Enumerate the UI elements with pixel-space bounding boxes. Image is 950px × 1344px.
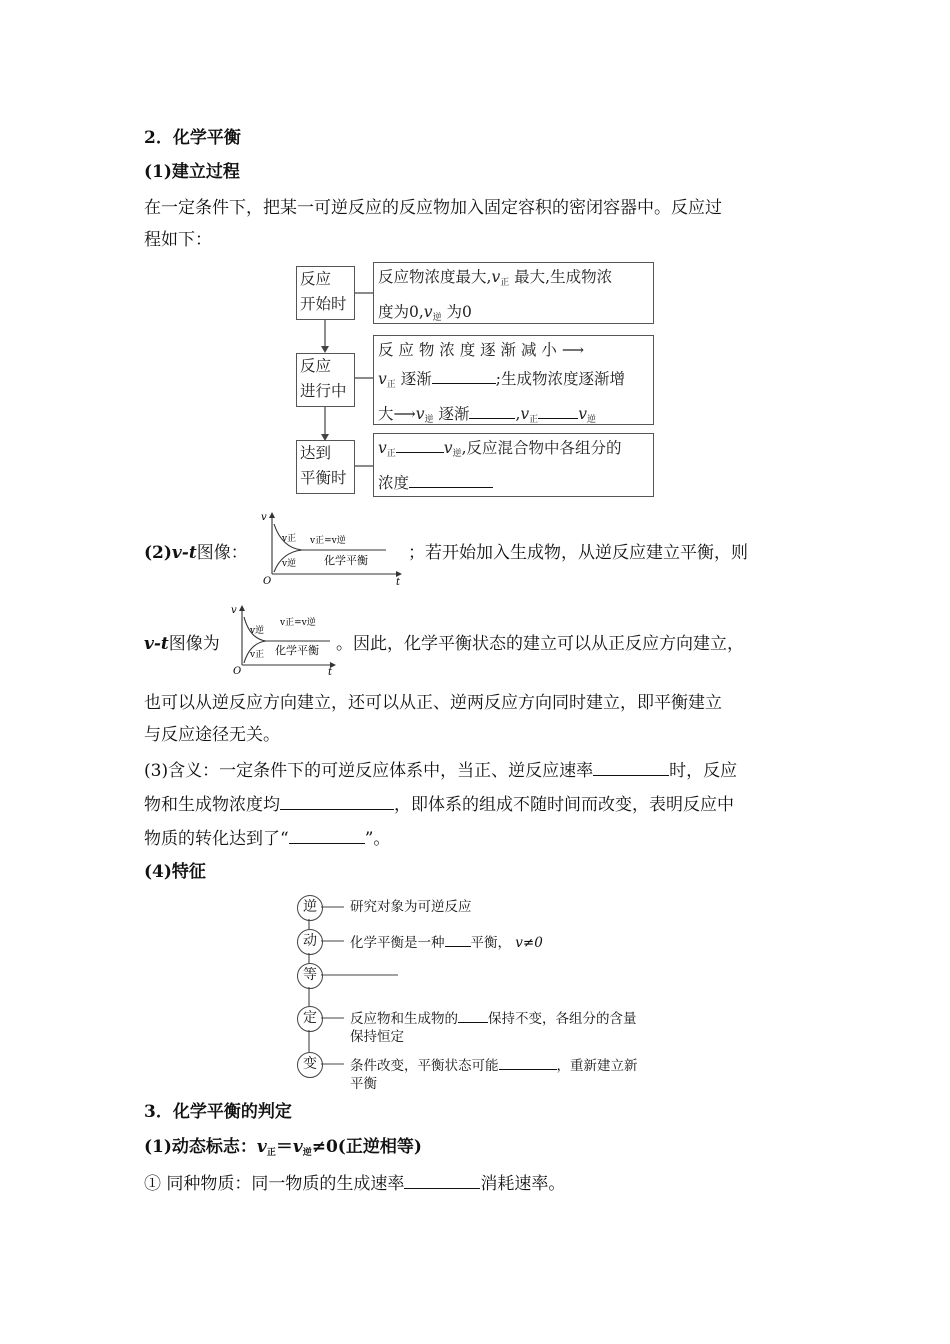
subscript-forward: 正 xyxy=(386,380,396,390)
subscript-reverse: 逆 xyxy=(302,1148,312,1158)
desc-text: , xyxy=(515,405,521,423)
subscript-forward: 正 xyxy=(500,278,510,288)
velocity-symbol: v xyxy=(415,405,425,423)
stage-label: 进行中 xyxy=(300,382,347,400)
velocity-symbol: v xyxy=(520,405,530,423)
text: 物质的转化达到了“ xyxy=(144,829,289,849)
desc-text: 为0 xyxy=(446,303,472,321)
answer-blank[interactable] xyxy=(593,757,669,776)
text: 物和生成物浓度均 xyxy=(144,795,280,815)
velocity-symbol: v xyxy=(292,1137,303,1157)
text: 消耗速率。 xyxy=(480,1174,566,1194)
desc-text: ,反应混合物中各组分的 xyxy=(461,439,622,457)
desc-text: 浓度 xyxy=(378,474,410,492)
graph-axis-t: t xyxy=(328,667,333,675)
subscript-reverse: 逆 xyxy=(424,415,434,425)
graph-eq-text: 化学平衡 xyxy=(324,554,368,567)
text: v≠0 xyxy=(515,935,543,951)
desc-text: 逐渐 xyxy=(400,370,432,388)
item-number: (2) xyxy=(144,543,172,563)
flow-desc-progress xyxy=(373,335,654,425)
subsection-title: (1)建立过程 xyxy=(144,162,240,182)
flow-stage-progress xyxy=(296,353,355,407)
vt-graph-reverse xyxy=(228,603,340,675)
text: (3)含义：一定条件下的可逆反应体系中，当正、逆反应速率 xyxy=(144,761,594,781)
paragraph-line xyxy=(144,825,390,851)
text: (1)动态标志： xyxy=(144,1137,257,1157)
graph-vz-label: v正 xyxy=(282,534,297,544)
subscript-reverse: 逆 xyxy=(432,313,442,323)
subscript-forward: 正 xyxy=(529,415,539,425)
paragraph-line: ；若开始加入生成物，从逆反应建立平衡，则 xyxy=(408,543,748,563)
velocity-symbol: v xyxy=(578,405,587,423)
answer-blank[interactable] xyxy=(469,400,515,419)
text: 时，反应 xyxy=(669,761,738,781)
answer-blank[interactable] xyxy=(396,434,444,453)
feature-text: 研究对象为可逆反应 xyxy=(350,899,472,915)
paragraph-line: 。因此，化学平衡状态的建立可以从正反应方向建立， xyxy=(336,634,744,654)
text: ”。 xyxy=(364,829,391,849)
paragraph-line: 与反应途径无关。 xyxy=(144,725,280,745)
flow-stage-equilibrium xyxy=(296,440,355,494)
text: ，重新建立新 xyxy=(556,1058,638,1074)
section-heading: 3．化学平衡的判定 xyxy=(144,1102,292,1122)
paragraph-line: 在一定条件下，把某一可逆反应的反应物加入固定容积的密闭容器中。反应过 xyxy=(144,198,722,218)
desc-text: 反应物浓度最大, xyxy=(378,268,492,286)
stage-label: 达到 xyxy=(300,444,332,462)
text: 图像为 xyxy=(168,634,220,654)
feature-circle-ni: 逆 xyxy=(297,895,323,921)
desc-text: 逐渐 xyxy=(438,405,470,423)
graph-vn-label: v逆 xyxy=(282,559,297,569)
paragraph-line xyxy=(144,791,734,817)
feature-circle-bian: 变 xyxy=(297,1052,323,1078)
graph-eq-text: 化学平衡 xyxy=(275,644,319,657)
paragraph-line xyxy=(144,632,220,656)
desc-text: 度为0, xyxy=(378,303,424,321)
flow-desc-start xyxy=(373,262,654,324)
velocity-symbol: v xyxy=(378,439,387,457)
subsection-title: (4)特征 xyxy=(144,862,206,882)
feature-text xyxy=(350,932,543,952)
text: 平衡， xyxy=(470,935,511,951)
graph-axis-t: t xyxy=(396,577,401,586)
vt-graph-forward xyxy=(258,510,408,586)
velocity-symbol: v xyxy=(491,268,501,286)
answer-blank[interactable] xyxy=(432,365,496,384)
desc-text: 大⟶ xyxy=(378,405,416,423)
desc-text: ;生成物浓度逐渐增 xyxy=(495,370,625,388)
subscript-forward: 正 xyxy=(386,449,396,459)
paragraph-line: 程如下： xyxy=(144,230,212,250)
answer-blank[interactable] xyxy=(538,400,578,419)
graph-origin: O xyxy=(263,576,272,586)
text: 条件改变，平衡状态可能 xyxy=(350,1058,499,1074)
answer-blank[interactable] xyxy=(280,791,394,810)
feature-text xyxy=(350,1008,637,1046)
paragraph-line xyxy=(144,541,248,565)
desc-text: 最大,生成物浓 xyxy=(514,268,613,286)
text: 图像： xyxy=(196,543,248,563)
flow-desc-equilibrium xyxy=(373,433,654,497)
text: 平衡 xyxy=(350,1076,377,1092)
section-heading: 2．化学平衡 xyxy=(144,128,241,148)
graph-axis-v: v xyxy=(261,512,267,523)
velocity-symbol: v xyxy=(256,1137,267,1157)
subscript-reverse: 逆 xyxy=(586,415,596,425)
desc-text: 反 应 物 浓 度 逐 渐 减 小 ⟶ xyxy=(378,341,585,359)
text: 保持不变，各组分的含量 xyxy=(488,1011,637,1027)
graph-origin: O xyxy=(233,666,242,675)
answer-blank[interactable] xyxy=(499,1055,557,1070)
vt-label: v-t xyxy=(144,634,169,654)
answer-blank[interactable] xyxy=(409,469,493,488)
stage-label: 平衡时 xyxy=(300,469,347,487)
velocity-symbol: v xyxy=(423,303,433,321)
answer-blank[interactable] xyxy=(404,1170,480,1189)
stage-label: 反应 xyxy=(300,270,332,288)
paragraph-line xyxy=(144,757,737,783)
subscript-forward: 正 xyxy=(266,1148,276,1158)
answer-blank[interactable] xyxy=(445,932,471,947)
paragraph-line xyxy=(144,1135,422,1165)
text: ＝ xyxy=(275,1137,293,1157)
vt-label: v-t xyxy=(171,543,197,563)
graph-vn-label: v逆 xyxy=(250,626,265,636)
text: ，即体系的组成不随时间而改变，表明反应中 xyxy=(394,795,734,815)
text: 保持恒定 xyxy=(350,1029,404,1045)
text: ≠0(正逆相等) xyxy=(311,1137,422,1157)
text: 化学平衡是一种 xyxy=(350,935,445,951)
stage-label: 开始时 xyxy=(300,295,347,313)
flow-stage-start xyxy=(296,266,355,320)
feature-circle-ding: 定 xyxy=(297,1006,323,1032)
graph-eq-label: v正=v逆 xyxy=(310,536,346,546)
stage-label: 反应 xyxy=(300,357,332,375)
answer-blank[interactable] xyxy=(289,825,365,844)
text: ① 同种物质：同一物质的生成速率 xyxy=(144,1174,405,1194)
graph-vz-label: v正 xyxy=(250,650,265,660)
answer-blank[interactable] xyxy=(458,1008,488,1023)
graph-axis-v: v xyxy=(231,605,237,616)
text: 反应物和生成物的 xyxy=(350,1011,458,1027)
feature-circle-deng: 等 xyxy=(297,963,323,989)
feature-circle-dong: 动 xyxy=(297,929,323,955)
subscript-reverse: 逆 xyxy=(452,449,462,459)
paragraph-line: 也可以从逆反应方向建立，还可以从正、逆两反应方向同时建立，即平衡建立 xyxy=(144,693,722,713)
paragraph-line xyxy=(144,1170,565,1196)
feature-text xyxy=(350,1055,638,1093)
velocity-symbol: v xyxy=(443,439,453,457)
velocity-symbol: v xyxy=(378,370,387,388)
graph-eq-label: v正=v逆 xyxy=(280,618,316,628)
